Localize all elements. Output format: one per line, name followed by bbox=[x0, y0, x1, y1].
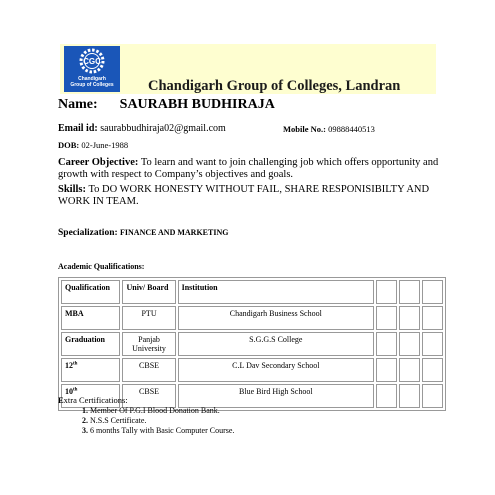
table-header-row bbox=[61, 280, 443, 304]
email-value: saurabbudhiraja02@gmail.com bbox=[100, 123, 226, 134]
career-label: Career Objective: bbox=[58, 157, 139, 168]
table-row bbox=[61, 332, 443, 356]
certifications-list bbox=[72, 406, 234, 436]
career-objective bbox=[58, 157, 443, 180]
row-qualification: MBA bbox=[61, 306, 120, 330]
logo-text-line1: Chandigarh bbox=[78, 76, 106, 82]
header-institution: Institution bbox=[178, 280, 374, 304]
table-empty-cell bbox=[399, 306, 420, 330]
candidate-name: SAURABH BUDHIRAJA bbox=[119, 97, 275, 112]
row-qualification: Graduation bbox=[61, 332, 120, 356]
logo-text-line2: Group of Colleges bbox=[70, 82, 114, 88]
academic-title: Academic Qualifications: bbox=[58, 262, 145, 271]
table-empty-cell bbox=[422, 358, 443, 382]
row-board: PTU bbox=[122, 306, 175, 330]
specialization bbox=[58, 228, 228, 238]
list-item: 2. N.S.S Certificate. bbox=[90, 416, 234, 426]
mobile-label: Mobile No.: bbox=[283, 124, 326, 134]
dob-value: 02-June-1988 bbox=[81, 140, 129, 150]
row-qualification-suffix: th bbox=[73, 361, 78, 367]
row-institution: Chandigarh Business School bbox=[178, 306, 374, 330]
college-logo bbox=[64, 46, 120, 92]
row-qualification-number: 12 bbox=[65, 361, 73, 370]
row-qualification bbox=[61, 358, 120, 382]
row-board: Panjab University bbox=[122, 332, 175, 356]
row-institution: Blue Bird High School bbox=[178, 384, 374, 408]
extra-certifications-title bbox=[58, 395, 128, 405]
table-empty-cell bbox=[399, 280, 420, 304]
table-empty-cell bbox=[376, 358, 397, 382]
row-qualification-number: 10 bbox=[65, 387, 73, 396]
email-row bbox=[58, 123, 226, 134]
specialization-value: FINANCE AND MARKETING bbox=[120, 228, 229, 237]
specialization-label: Specialization: bbox=[58, 228, 118, 238]
row-qualification-suffix: th bbox=[73, 387, 78, 393]
row-institution: S.G.G.S College bbox=[178, 332, 374, 356]
skills bbox=[58, 184, 443, 207]
name-label: Name: bbox=[58, 97, 98, 112]
qualifications-table bbox=[58, 277, 446, 411]
table-empty-cell bbox=[399, 332, 420, 356]
row-board: CBSE bbox=[122, 384, 175, 408]
table-empty-cell bbox=[376, 384, 397, 408]
list-item: 3. 6 months Tally with Basic Computer Course. bbox=[90, 426, 234, 436]
skills-label: Skills: bbox=[58, 184, 87, 195]
extra-title-initial: E bbox=[58, 395, 64, 405]
list-item: 1. Member Of P.G.I Blood Donation Bank. bbox=[90, 406, 234, 416]
table-empty-cell bbox=[422, 332, 443, 356]
table-empty-cell bbox=[376, 306, 397, 330]
name-row bbox=[58, 97, 275, 113]
table-row bbox=[61, 306, 443, 330]
college-name: Chandigarh Group of Colleges, Landran bbox=[148, 78, 401, 94]
table-empty-cell bbox=[399, 384, 420, 408]
table-empty-cell bbox=[422, 384, 443, 408]
table-row bbox=[61, 358, 443, 382]
table-empty-cell bbox=[422, 306, 443, 330]
row-institution: C.L Dav Secondary School bbox=[178, 358, 374, 382]
mobile-row bbox=[283, 124, 375, 134]
table-empty-cell bbox=[376, 332, 397, 356]
skills-text: To DO WORK HONESTY WITHOUT FAIL, SHARE RESPONISIBILTY AND WORK IN TEAM. bbox=[58, 184, 430, 207]
career-text: To learn and want to join challenging job which offers opportunity and growth with respect to Company’s objectives and goals. bbox=[58, 157, 439, 180]
logo-letters: CGC bbox=[83, 57, 101, 66]
dob-label: DOB: bbox=[58, 140, 80, 150]
dob-row bbox=[58, 140, 128, 150]
extra-title-rest: xtra Certifications: bbox=[63, 395, 128, 405]
header-qualification: Qualification bbox=[61, 280, 120, 304]
mobile-value: 09888440513 bbox=[328, 124, 375, 134]
table-empty-cell bbox=[376, 280, 397, 304]
table-empty-cell bbox=[422, 280, 443, 304]
gear-icon bbox=[64, 46, 120, 76]
header-board: Univ/ Board bbox=[122, 280, 175, 304]
logo-caption bbox=[64, 76, 120, 88]
table-empty-cell bbox=[399, 358, 420, 382]
row-board: CBSE bbox=[122, 358, 175, 382]
email-label: Email id: bbox=[58, 123, 98, 134]
